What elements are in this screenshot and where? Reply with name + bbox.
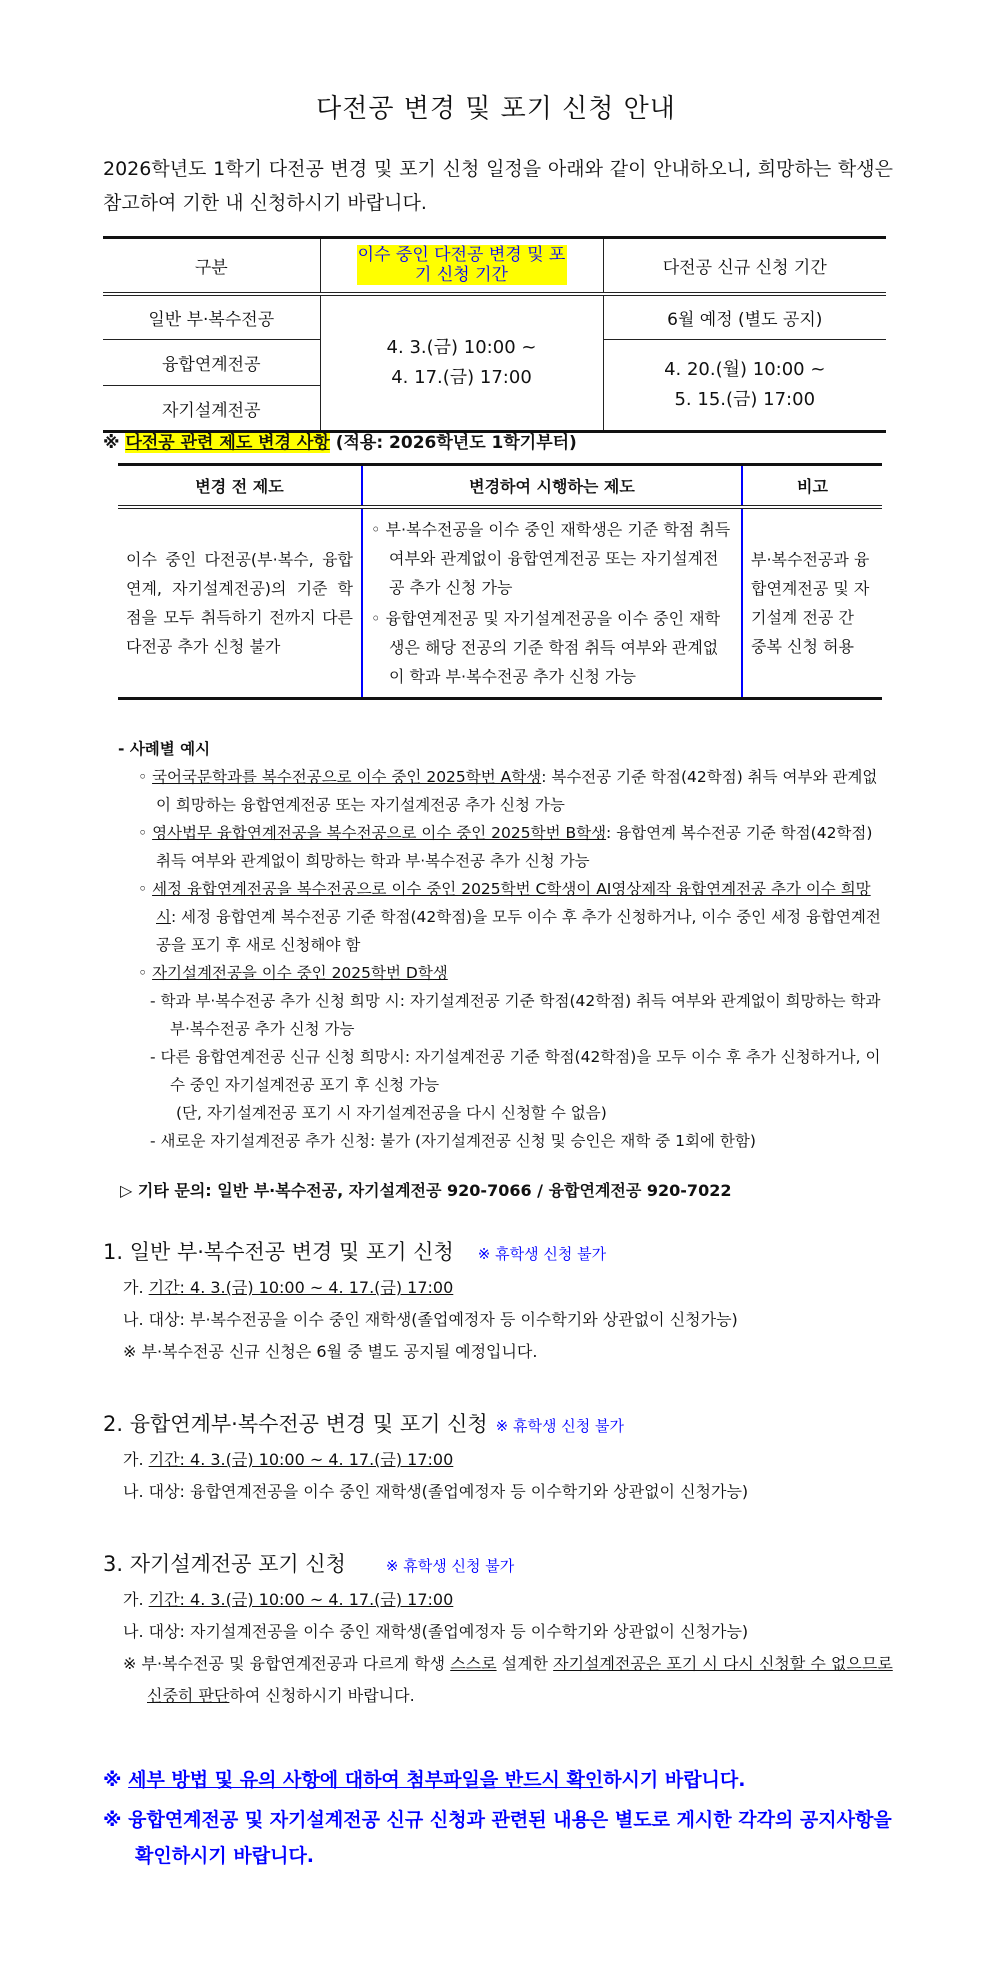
- header-after: 변경하여 시행하는 제도: [362, 465, 742, 507]
- example-item: ◦ 세정 융합연계전공을 복수전공으로 이수 중인 2025학번 C학생이 AI영상제작 융합연계전공 추가 이수 희망 시: 세정 융합연계 복수전공 기준 학점(42학점)을 모두 이수 후 추가 신청하거나, 이수 중인 세정 융합연계전공을 포기 후 새로 신청해야 함: [138, 880, 881, 954]
- header-new-period: 다전공 신규 신청 기간: [603, 238, 886, 294]
- policy-table: [118, 463, 882, 700]
- section-convergence: 2. 융합연계부·복수전공 변경 및 포기 신청 ※ 휴학생 신청 불가 가. 기간: 4. 3.(금) 10:00 ~ 4. 17.(금) 17:00 나. 대상: 융합연계전공을 이수 중인 재학생(졸업예정자 등 이수학기와 상관없이 신청가능): [103, 1412, 749, 1501]
- header-note: 비고: [742, 465, 882, 507]
- intro-text: 2026학년도 1학기 다전공 변경 및 포기 신청 일정을 아래와 같이 안내하오니, 희망하는 학생은 참고하여 기한 내 신청하시기 바랍니다.: [103, 158, 893, 214]
- contact-info: ▷ 기타 문의: 일반 부·복수전공, 자기설계전공 920-7066 / 융합연계전공 920-7022: [120, 1181, 732, 1200]
- example-item: ◦ 국어국문학과를 복수전공으로 이수 중인 2025학번 A학생: 복수전공 기준 학점(42학점) 취득 여부와 관계없이 희망하는 융합연계전공 또는 자기설계전공 추가 신청 가능: [138, 768, 878, 814]
- header-before: 변경 전 제도: [118, 465, 362, 507]
- example-sub: - 다른 융합연계전공 신규 신청 희망시: 자기설계전공 기준 학점(42학점)을 모두 이수 후 추가 신청하거나, 이수 중인 자기설계전공 포기 후 신청 가능: [150, 1048, 881, 1094]
- after-policy: ◦ 부·복수전공을 이수 중인 재학생은 기준 학점 취득여부와 관계없이 융합연계전공 또는 자기설계전공 추가 신청 가능 ◦ 융합연계전공 및 자기설계전공을 이수 중인 재학생은 해당 전공의 기준 학점 취득 여부와 관계없이 학과 부·복수전공 추가 신청 가능: [362, 507, 742, 699]
- examples: - 사례별 예시 ◦ 국어국문학과를 복수전공으로 이수 중인 2025학번 A학생: 복수전공 기준 학점(42학점) 취득 여부와 관계없이 희망하는 융합연계전공 또는 자기설계전공 추가 신청 가능 ◦ 영사법무 융합연계전공을 복수전공으로 이수 중인 2025학번 B학생: 융합연계 복수전공 기준 학점(42학점) 취득 여부와 관계없이 희망하는 학과 부·복수전공 추가 신청 가능 ◦ 세정 융합연계전공을 복수전공으로 이수 중인 2025학번 C학생이 AI영상제작 융합연계전공 추가 이수 희망 시: 세정 융합연계 복수전공 기준 학점(42학점)을 모두 이수 후 추가 신청하거나, 이수 중인 세정 융합연계전공을 포기 후 새로 신청해야 함 ◦ 자기설계전공을 이수 중인 2025학번 D학생 - 학과 부·복수전공 추가 신청 희망 시: 자기설계전공 기준 학점(42학점) 취득 여부와 관계없이 희망하는 학과 부·복수전공 추가 신청 가능 - 다른 융합연계전공 신규 신청 희망시: 자기설계전공 기준 학점(42학점)을 모두 이수 후 추가 신청하거나, 이수 중인 자기설계전공 포기 후 신청 가능 (단, 자기설계전공 포기 시 자기설계전공을 다시 신청할 수 없음) - 새로운 자기설계전공 추가 신청: 불가 (자기설계전공 신청 및 승인은 재학 중 1회에 한함): [118, 735, 886, 1155]
- policy-remark: 부·복수전공과 융합연계전공 및 자기설계 전공 간 중복 신청 허용: [742, 507, 882, 699]
- change-period-cell: 4. 3.(금) 10:00 ~ 4. 17.(금) 17:00: [320, 294, 603, 432]
- example-sub: (단, 자기설계전공 포기 시 자기설계전공을 다시 신청할 수 없음): [176, 1104, 607, 1122]
- example-item: ◦ 영사법무 융합연계전공을 복수전공으로 이수 중인 2025학번 B학생: 융합연계 복수전공 기준 학점(42학점) 취득 여부와 관계없이 희망하는 학과 부·복수전공 추가 신청 가능: [138, 824, 873, 870]
- new-other-cell: 4. 20.(월) 10:00 ~ 5. 15.(금) 17:00: [603, 340, 886, 432]
- section-general: 1. 일반 부·복수전공 변경 및 포기 신청 ※ 휴학생 신청 불가 가. 기간: 4. 3.(금) 10:00 ~ 4. 17.(금) 17:00 나. 대상: 부·복수전공을 이수 중인 재학생(졸업예정자 등 이수학기와 상관없이 신청가능) ※ 부·복수전공 신규 신청은 6월 중 별도 공지될 예정입니다.: [103, 1240, 738, 1361]
- final-notes: ※ 세부 방법 및 유의 사항에 대하여 첨부파일을 반드시 확인하시기 바랍니다. ※ 융합연계전공 및 자기설계전공 신규 신청과 관련된 내용은 별도로 게시한 각각의 공지사항을 확인하시기 바랍니다.: [103, 1769, 892, 1867]
- row-general: 일반 부·복수전공: [103, 294, 320, 340]
- example-sub: - 학과 부·복수전공 추가 신청 희망 시: 자기설계전공 기준 학점(42학점) 취득 여부와 관계없이 희망하는 학과 부·복수전공 추가 신청 가능: [150, 992, 881, 1038]
- example-item: ◦ 자기설계전공을 이수 중인 2025학번 D학생: [138, 964, 448, 982]
- header-category: 구분: [103, 238, 320, 294]
- policy-note-heading: ※ 다전공 관련 제도 변경 사항 (적용: 2026학년도 1학기부터): [103, 433, 577, 453]
- row-self-designed: 자기설계전공: [103, 386, 320, 432]
- new-general-cell: 6월 예정 (별도 공지): [603, 294, 886, 340]
- page-title: 다전공 변경 및 포기 신청 안내: [316, 94, 676, 124]
- header-change-period: 이수 중인 다전공 변경 및 포기 신청 기간: [320, 238, 603, 294]
- schedule-table: [103, 236, 886, 433]
- before-policy: 이수 중인 다전공(부·복수, 융합연계, 자기설계전공)의 기준 학점을 모두 취득하기 전까지 다른 다전공 추가 신청 불가: [126, 549, 353, 656]
- section-self-designed: 3. 자기설계전공 포기 신청 ※ 휴학생 신청 불가 가. 기간: 4. 3.(금) 10:00 ~ 4. 17.(금) 17:00 나. 대상: 자기설계전공을 이수 중인 재학생(졸업예정자 등 이수학기와 상관없이 신청가능) ※ 부·복수전공 및 융합연계전공과 다르게 학생 스스로 설계한 자기설계전공은 포기 시 다시 신청할 수 없으므로 신중히 판단하여 신청하시기 바랍니다.: [103, 1552, 893, 1705]
- row-convergence: 융합연계전공: [103, 340, 320, 386]
- example-sub: - 새로운 자기설계전공 추가 신청: 불가 (자기설계전공 신청 및 승인은 재학 중 1회에 한함): [150, 1132, 756, 1150]
